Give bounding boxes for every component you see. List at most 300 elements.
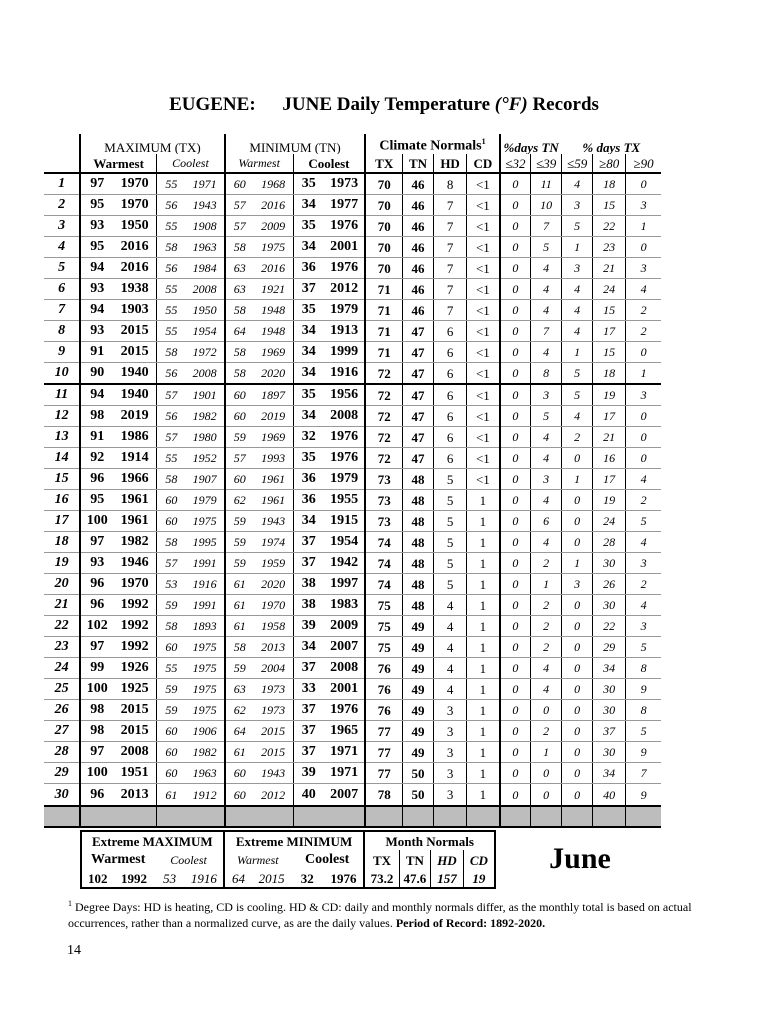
- max-coolest-cell: 59: [157, 595, 186, 616]
- normal-cd-cell: <1: [467, 300, 500, 321]
- normal-cd-cell: <1: [467, 427, 500, 448]
- climate-normals-footnote-mark: 1: [481, 137, 486, 147]
- day-row: [44, 237, 661, 258]
- pct-tn-le32-cell: 0: [500, 553, 531, 574]
- min-warmest-year-cell: 2015: [254, 721, 293, 742]
- day-row: [44, 700, 661, 721]
- normal-tn-cell: 48: [403, 511, 434, 532]
- min-coolest-year-cell: 2009: [324, 616, 365, 637]
- pct-tx-ge80-cell: 34: [593, 658, 626, 679]
- max-coolest-year-cell: 1979: [186, 490, 225, 511]
- max-warmest-year-cell: 2019: [113, 406, 156, 427]
- pct-tx-ge80-cell: 22: [593, 216, 626, 237]
- normal-tn-cell: 47: [403, 384, 434, 406]
- min-warmest-cell: 63: [225, 679, 254, 700]
- pct-tx-ge80-cell: 16: [593, 448, 626, 469]
- normal-hd-cell: 6: [434, 448, 467, 469]
- pct-tx-ge80-cell: 28: [593, 532, 626, 553]
- min-coolest-cell: 37: [293, 742, 324, 763]
- period-of-record: Period of Record: 1892-2020.: [395, 916, 546, 930]
- max-warmest-cell: 98: [80, 406, 113, 427]
- min-warmest-cell: 60: [225, 784, 254, 807]
- max-warmest-year-cell: 1961: [113, 490, 156, 511]
- month-label: June: [549, 842, 611, 875]
- ge90-header: ≥90: [626, 154, 661, 173]
- min-coolest-cell: 37: [293, 658, 324, 679]
- pct-tx-ge80-cell: 17: [593, 321, 626, 342]
- pct-tn-le32-cell: 0: [500, 258, 531, 279]
- normal-tx-cell: 73: [365, 469, 402, 490]
- pct-tn-le39-cell: 7: [531, 321, 562, 342]
- min-warmest-year-cell: 1943: [254, 763, 293, 784]
- min-coolest-cell: 34: [293, 406, 324, 427]
- pct-tx-le59-cell: 0: [562, 448, 593, 469]
- min-warmest-year-cell: 1961: [254, 490, 293, 511]
- pct-tx-le59-cell: 0: [562, 784, 593, 807]
- min-warmest-cell: 61: [225, 574, 254, 595]
- min-coolest-year-cell: 2008: [324, 406, 365, 427]
- max-coolest-cell: 55: [157, 321, 186, 342]
- min-warmest-cell: 59: [225, 511, 254, 532]
- min-coolest-year-cell: 1976: [324, 448, 365, 469]
- max-coolest-cell: 59: [157, 700, 186, 721]
- pct-tx-ge80-cell: 19: [593, 490, 626, 511]
- normal-hd-cell: 8: [434, 173, 467, 195]
- max-coolest-cell: 57: [157, 553, 186, 574]
- title-suffix: Records: [532, 94, 599, 115]
- pct-tx-le59-cell: 4: [562, 279, 593, 300]
- min-warmest-year-cell: 2012: [254, 784, 293, 807]
- max-warmest-cell: 97: [80, 532, 113, 553]
- min-coolest-cell: 34: [293, 363, 324, 385]
- max-coolest-header: Coolest: [157, 154, 225, 173]
- max-coolest-year-cell: 1901: [186, 384, 225, 406]
- pct-tn-le39-cell: 4: [531, 258, 562, 279]
- max-coolest-year-cell: 1972: [186, 342, 225, 363]
- pct-tn-le32-cell: 0: [500, 427, 531, 448]
- pct-tn-le39-cell: 4: [531, 490, 562, 511]
- filler-cell: [403, 806, 434, 827]
- max-coolest-year-cell: 1963: [186, 237, 225, 258]
- normal-hd-cell: 3: [434, 763, 467, 784]
- max-coolest-year-cell: 1995: [186, 532, 225, 553]
- normal-hd-cell: 4: [434, 679, 467, 700]
- pct-tx-ge90-cell: 3: [626, 384, 661, 406]
- max-coolest-cell: 53: [157, 574, 186, 595]
- min-coolest-year-cell: 1971: [324, 763, 365, 784]
- pct-tx-ge80-cell: 30: [593, 679, 626, 700]
- pct-tx-ge90-cell: 2: [626, 490, 661, 511]
- max-coolest-year-cell: 1893: [186, 616, 225, 637]
- day-cell: 1: [44, 173, 80, 195]
- normal-tx-cell: 75: [365, 637, 402, 658]
- climate-normals-header: [365, 134, 499, 154]
- pct-tx-ge90-cell: 0: [626, 342, 661, 363]
- day-row: [44, 279, 661, 300]
- filler-cell: [80, 806, 113, 827]
- page-number: 14: [67, 943, 81, 958]
- filler-cell: [467, 806, 500, 827]
- max-warmest-year-cell: 1950: [113, 216, 156, 237]
- day-row: [44, 784, 661, 807]
- normal-tn-cell: 49: [403, 637, 434, 658]
- min-coolest-cell: 36: [293, 490, 324, 511]
- pct-tn-le32-cell: 0: [500, 279, 531, 300]
- max-warmest-year-cell: 1982: [113, 532, 156, 553]
- pct-tn-le39-cell: 4: [531, 448, 562, 469]
- max-warmest-year-cell: 1970: [113, 173, 156, 195]
- day-row: [44, 427, 661, 448]
- normal-tx-cell: 70: [365, 258, 402, 279]
- pct-tx-ge90-cell: 8: [626, 658, 661, 679]
- pct-tn-le39-cell: 2: [531, 595, 562, 616]
- max-warmest-year-cell: 1966: [113, 469, 156, 490]
- normal-cd-cell: 1: [467, 532, 500, 553]
- pct-tx-ge90-cell: 4: [626, 469, 661, 490]
- normal-tn-cell: 49: [403, 700, 434, 721]
- max-warmest-header: Warmest: [80, 154, 156, 173]
- min-coolest-year-cell: 2007: [324, 784, 365, 807]
- day-cell: 18: [44, 532, 80, 553]
- max-warmest-year-cell: 2015: [113, 721, 156, 742]
- normal-tx-cell: 76: [365, 658, 402, 679]
- filler-cell: [593, 806, 626, 827]
- filler-cell: [324, 806, 365, 827]
- min-warmest-cell: 59: [225, 427, 254, 448]
- pct-tx-ge90-cell: 3: [626, 195, 661, 216]
- min-coolest-cell: 35: [293, 173, 324, 195]
- pct-tn-le39-cell: 7: [531, 216, 562, 237]
- pct-tn-le39-cell: 5: [531, 406, 562, 427]
- normal-hd-cell: 7: [434, 237, 467, 258]
- pct-tx-le59-cell: 0: [562, 721, 593, 742]
- min-warmest-cell: 59: [225, 553, 254, 574]
- day-row: [44, 300, 661, 321]
- pct-tx-le59-cell: 4: [562, 406, 593, 427]
- day-cell: 19: [44, 553, 80, 574]
- max-coolest-cell: 60: [157, 763, 186, 784]
- pct-tn-le32-cell: 0: [500, 595, 531, 616]
- min-warmest-cell: 58: [225, 342, 254, 363]
- normal-tn-cell: 47: [403, 448, 434, 469]
- min-warmest-year-cell: 2020: [254, 574, 293, 595]
- extreme-maximum-header: Extreme MAXIMUM: [81, 831, 224, 850]
- pct-tn-le32-cell: 0: [500, 721, 531, 742]
- min-coolest-cell: 34: [293, 637, 324, 658]
- day-cell: 24: [44, 658, 80, 679]
- normal-tn-cell: 49: [403, 721, 434, 742]
- min-warmest-cell: 58: [225, 363, 254, 385]
- pct-tn-le32-cell: 0: [500, 574, 531, 595]
- pct-tx-ge80-cell: 21: [593, 258, 626, 279]
- filler-cell: [225, 806, 254, 827]
- max-coolest-year-cell: 1975: [186, 679, 225, 700]
- pct-tx-le59-cell: 4: [562, 300, 593, 321]
- max-coolest-year-cell: 2008: [186, 363, 225, 385]
- pct-tn-le32-cell: 0: [500, 363, 531, 385]
- normal-tn-cell: 46: [403, 195, 434, 216]
- min-warmest-cell: 57: [225, 216, 254, 237]
- min-coolest-cell: 34: [293, 342, 324, 363]
- min-coolest-year-cell: 1916: [324, 363, 365, 385]
- pct-tn-le32-cell: 0: [500, 342, 531, 363]
- extreme-max-warmest-year: 1992: [114, 870, 155, 888]
- pct-days-tn-header: %days TN: [500, 134, 562, 154]
- max-coolest-cell: 55: [157, 448, 186, 469]
- pct-tn-le39-cell: 2: [531, 553, 562, 574]
- pct-tx-ge90-cell: 5: [626, 637, 661, 658]
- max-coolest-year-cell: 1943: [186, 195, 225, 216]
- pct-tn-le32-cell: 0: [500, 448, 531, 469]
- normal-cd-cell: <1: [467, 363, 500, 385]
- pct-tx-ge90-cell: 2: [626, 300, 661, 321]
- min-warmest-cell: 62: [225, 490, 254, 511]
- extreme-minimum-header: Extreme MINIMUM: [224, 831, 365, 850]
- pct-tn-le32-cell: 0: [500, 321, 531, 342]
- max-coolest-cell: 57: [157, 384, 186, 406]
- min-warmest-year-cell: 1961: [254, 469, 293, 490]
- min-warmest-cell: 64: [225, 721, 254, 742]
- pct-tx-le59-cell: 5: [562, 363, 593, 385]
- min-coolest-year-cell: 1977: [324, 195, 365, 216]
- min-coolest-year-cell: 2001: [324, 237, 365, 258]
- normal-tx-cell: 78: [365, 784, 402, 807]
- min-coolest-cell: 34: [293, 321, 324, 342]
- normal-tn-cell: 47: [403, 406, 434, 427]
- min-warmest-year-cell: 1974: [254, 532, 293, 553]
- normal-tn-cell: 47: [403, 342, 434, 363]
- pct-tx-ge80-cell: 17: [593, 469, 626, 490]
- day-cell: 13: [44, 427, 80, 448]
- pct-tx-le59-cell: 0: [562, 490, 593, 511]
- normal-hd-cell: 5: [434, 511, 467, 532]
- normal-tn-cell: 46: [403, 216, 434, 237]
- max-coolest-year-cell: 1907: [186, 469, 225, 490]
- max-coolest-year-cell: 1975: [186, 511, 225, 532]
- filler-cell: [186, 806, 225, 827]
- min-warmest-cell: 57: [225, 448, 254, 469]
- min-warmest-year-cell: 1975: [254, 237, 293, 258]
- normal-tx-cell: 75: [365, 595, 402, 616]
- day-cell: 11: [44, 384, 80, 406]
- max-warmest-cell: 91: [80, 427, 113, 448]
- pct-tx-le59-cell: 1: [562, 553, 593, 574]
- max-warmest-cell: 95: [80, 195, 113, 216]
- min-coolest-cell: 35: [293, 384, 324, 406]
- max-coolest-cell: 60: [157, 490, 186, 511]
- footnote-mark: 1: [68, 899, 72, 908]
- max-coolest-year-cell: 1975: [186, 637, 225, 658]
- normal-tn-cell: 46: [403, 173, 434, 195]
- min-warmest-year-cell: 1993: [254, 448, 293, 469]
- max-warmest-cell: 96: [80, 574, 113, 595]
- max-warmest-year-cell: 1992: [113, 595, 156, 616]
- extreme-max-coolest-value: 53: [154, 870, 185, 888]
- normal-cd-cell: <1: [467, 342, 500, 363]
- min-warmest-year-cell: 1959: [254, 553, 293, 574]
- max-warmest-year-cell: 1961: [113, 511, 156, 532]
- normal-hd-cell: 7: [434, 300, 467, 321]
- min-coolest-year-cell: 1997: [324, 574, 365, 595]
- pct-tx-ge90-cell: 5: [626, 721, 661, 742]
- pct-tx-le59-cell: 0: [562, 532, 593, 553]
- pct-tx-le59-cell: 5: [562, 384, 593, 406]
- day-cell: 2: [44, 195, 80, 216]
- min-coolest-year-cell: 1973: [324, 173, 365, 195]
- ge80-header: ≥80: [593, 154, 626, 173]
- normal-tx-cell: 74: [365, 574, 402, 595]
- normal-cd-cell: 1: [467, 784, 500, 807]
- normal-tn-cell: 48: [403, 595, 434, 616]
- day-row: [44, 173, 661, 195]
- max-warmest-cell: 97: [80, 637, 113, 658]
- min-coolest-cell: 33: [293, 679, 324, 700]
- min-warmest-cell: 60: [225, 469, 254, 490]
- normal-tn-cell: 48: [403, 574, 434, 595]
- min-warmest-cell: 61: [225, 616, 254, 637]
- day-cell: 8: [44, 321, 80, 342]
- maximum-header: MAXIMUM (TX): [80, 134, 225, 154]
- max-warmest-cell: 94: [80, 384, 113, 406]
- normal-cd-cell: <1: [467, 279, 500, 300]
- min-coolest-year-cell: 1976: [324, 700, 365, 721]
- pct-tn-le32-cell: 0: [500, 763, 531, 784]
- pct-tx-ge80-cell: 34: [593, 763, 626, 784]
- filler-cell: [531, 806, 562, 827]
- min-warmest-year-cell: 1970: [254, 595, 293, 616]
- max-warmest-year-cell: 1925: [113, 679, 156, 700]
- max-warmest-year-cell: 2015: [113, 342, 156, 363]
- normal-tn-cell: 49: [403, 742, 434, 763]
- max-warmest-cell: 99: [80, 658, 113, 679]
- min-coolest-cell: 34: [293, 195, 324, 216]
- pct-tx-ge80-cell: 19: [593, 384, 626, 406]
- pct-tx-le59-cell: 0: [562, 595, 593, 616]
- day-row: [44, 448, 661, 469]
- normal-cd-cell: <1: [467, 173, 500, 195]
- pct-tx-ge80-cell: 24: [593, 511, 626, 532]
- min-coolest-year-cell: 2001: [324, 679, 365, 700]
- pct-tn-le32-cell: 0: [500, 742, 531, 763]
- max-coolest-year-cell: 1971: [186, 173, 225, 195]
- max-coolest-year-cell: 1906: [186, 721, 225, 742]
- extreme-max-coolest-year: 1916: [185, 870, 224, 888]
- min-coolest-cell: 37: [293, 532, 324, 553]
- pct-tx-le59-cell: 0: [562, 679, 593, 700]
- tx-header: TX: [365, 154, 402, 173]
- max-warmest-year-cell: 1951: [113, 763, 156, 784]
- max-warmest-year-cell: 1914: [113, 448, 156, 469]
- min-coolest-year-cell: 2012: [324, 279, 365, 300]
- pct-tn-le39-cell: 8: [531, 363, 562, 385]
- max-warmest-cell: 93: [80, 321, 113, 342]
- max-warmest-cell: 92: [80, 448, 113, 469]
- tn-header: TN: [403, 154, 434, 173]
- day-cell: 3: [44, 216, 80, 237]
- pct-tn-le32-cell: 0: [500, 406, 531, 427]
- normal-hd-cell: 3: [434, 721, 467, 742]
- pct-tx-ge80-cell: 37: [593, 721, 626, 742]
- day-row: [44, 532, 661, 553]
- normal-tx-cell: 72: [365, 427, 402, 448]
- day-row: [44, 406, 661, 427]
- normal-tn-cell: 47: [403, 427, 434, 448]
- normal-hd-cell: 3: [434, 784, 467, 807]
- month-hd-value: 157: [431, 870, 464, 888]
- pct-tx-le59-cell: 3: [562, 258, 593, 279]
- pct-tx-ge90-cell: 1: [626, 216, 661, 237]
- pct-tx-le59-cell: 0: [562, 763, 593, 784]
- page-title: [0, 94, 768, 116]
- min-warmest-cell: 59: [225, 532, 254, 553]
- day-row: [44, 637, 661, 658]
- pct-tx-ge90-cell: 0: [626, 173, 661, 195]
- min-coolest-year-cell: 1976: [324, 216, 365, 237]
- pct-tn-le32-cell: 0: [500, 195, 531, 216]
- normal-cd-cell: 1: [467, 511, 500, 532]
- normal-tx-cell: 70: [365, 237, 402, 258]
- min-coolest-cell: 34: [293, 511, 324, 532]
- min-warmest-cell: 61: [225, 595, 254, 616]
- pct-tx-le59-cell: 1: [562, 469, 593, 490]
- pct-tn-le39-cell: 5: [531, 237, 562, 258]
- filler-row: [44, 806, 661, 827]
- normal-tn-cell: 49: [403, 658, 434, 679]
- filler-cell: [500, 806, 531, 827]
- min-warmest-year-cell: 2016: [254, 258, 293, 279]
- min-coolest-cell: 32: [293, 427, 324, 448]
- hd-header: HD: [434, 154, 467, 173]
- max-coolest-cell: 60: [157, 721, 186, 742]
- day-row: [44, 658, 661, 679]
- min-warmest-cell: 61: [225, 742, 254, 763]
- min-coolest-cell: 34: [293, 237, 324, 258]
- max-coolest-year-cell: 1980: [186, 427, 225, 448]
- filler-cell: [157, 806, 186, 827]
- max-warmest-year-cell: 1992: [113, 616, 156, 637]
- filler-cell: [293, 806, 324, 827]
- day-cell: 16: [44, 490, 80, 511]
- pct-tx-le59-cell: 5: [562, 216, 593, 237]
- min-warmest-cell: 59: [225, 658, 254, 679]
- day-row: [44, 574, 661, 595]
- normal-hd-cell: 5: [434, 574, 467, 595]
- pct-tn-le32-cell: 0: [500, 237, 531, 258]
- min-warmest-cell: 60: [225, 173, 254, 195]
- pct-tx-ge90-cell: 9: [626, 679, 661, 700]
- day-cell: 27: [44, 721, 80, 742]
- min-warmest-cell: 63: [225, 258, 254, 279]
- max-coolest-cell: 58: [157, 237, 186, 258]
- max-coolest-cell: 58: [157, 532, 186, 553]
- max-coolest-year-cell: 1908: [186, 216, 225, 237]
- pct-tn-le32-cell: 0: [500, 384, 531, 406]
- day-row: [44, 721, 661, 742]
- max-warmest-year-cell: 1970: [113, 574, 156, 595]
- max-warmest-year-cell: 1970: [113, 195, 156, 216]
- day-cell: 15: [44, 469, 80, 490]
- min-coolest-year-cell: 1965: [324, 721, 365, 742]
- pct-tn-le39-cell: 4: [531, 427, 562, 448]
- pct-tn-le39-cell: 4: [531, 342, 562, 363]
- normal-tx-cell: 75: [365, 616, 402, 637]
- pct-tx-ge90-cell: 2: [626, 574, 661, 595]
- normal-hd-cell: 6: [434, 384, 467, 406]
- pct-tn-le32-cell: 0: [500, 700, 531, 721]
- day-cell: 25: [44, 679, 80, 700]
- pct-tn-le39-cell: 4: [531, 532, 562, 553]
- day-cell: 26: [44, 700, 80, 721]
